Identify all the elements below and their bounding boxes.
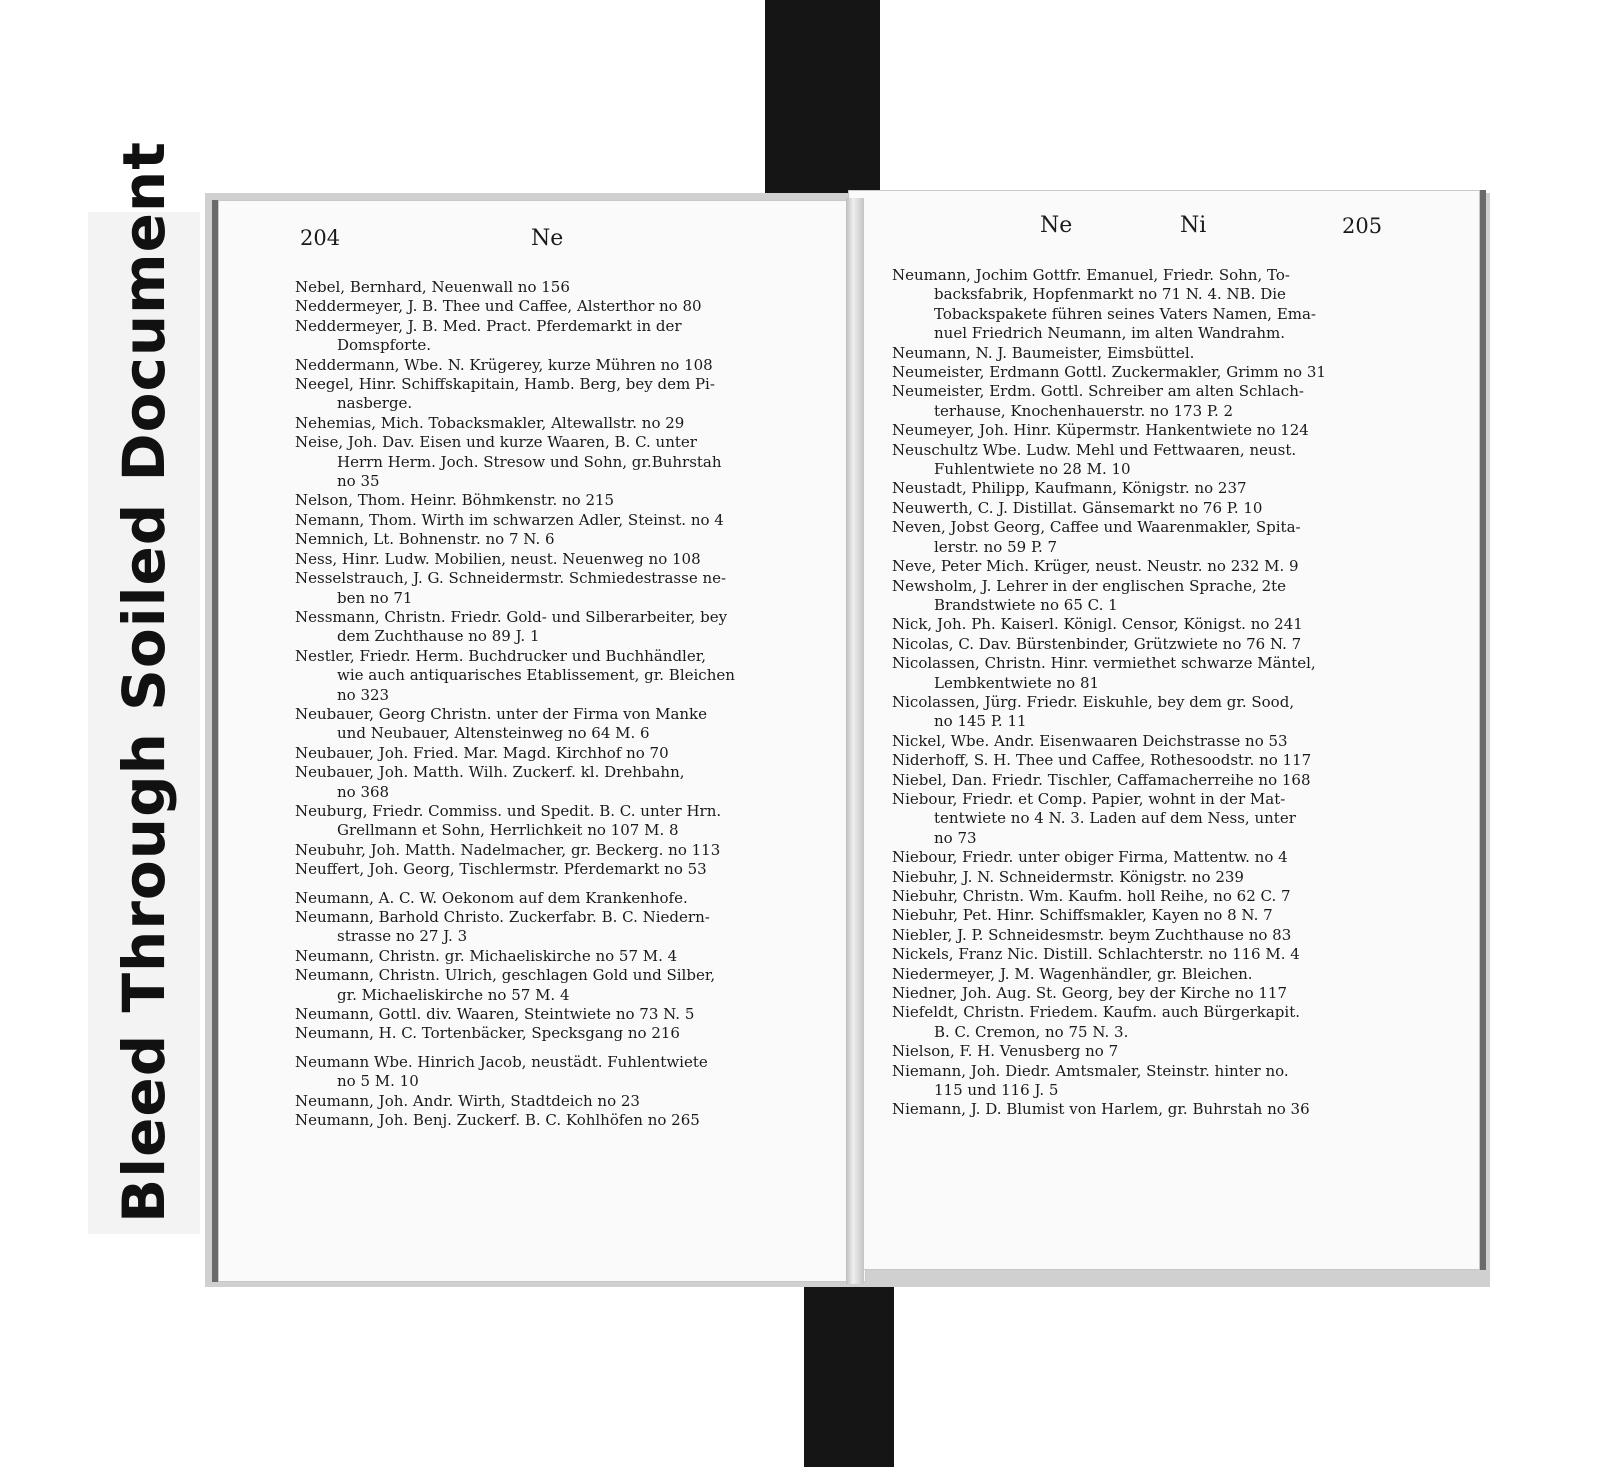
entry-text: Niemann, J. D. Blumist von Harlem, gr. Buhrstah no 36 [892, 1100, 1310, 1119]
entry-text: Neise, Joh. Dav. Eisen und kurze Waaren, B. C. unter [295, 433, 697, 452]
entry-text: Neubauer, Joh. Matth. Wilh. Zuckerf. kl. Drehbahn, [295, 763, 685, 782]
directory-entry [892, 732, 1392, 751]
directory-entry [295, 433, 795, 491]
entry-text: Nickel, Wbe. Andr. Eisenwaaren Deichstrasse no 53 [892, 731, 1288, 750]
entry-text: Nelson, Thom. Heinr. Böhmkenstr. no 215 [295, 491, 615, 510]
entry-continuation: Herrn Herm. Joch. Stresow und Sohn, gr.Buhrstah [337, 452, 722, 471]
directory-entry [295, 297, 795, 316]
entry-continuation: und Neubauer, Altensteinweg no 64 M. 6 [337, 724, 650, 743]
entry-text: Niebuhr, Pet. Hinr. Schiffsmakler, Kayen no 8 N. 7 [892, 906, 1273, 925]
entry-continuation: backsfabrik, Hopfenmarkt no 71 N. 4. NB. Die [934, 285, 1286, 304]
entry-continuation: lerstr. no 59 P. 7 [934, 537, 1058, 556]
directory-entry [295, 1005, 795, 1024]
entry-text: Neuschultz Wbe. Ludw. Mehl und Fettwaaren, neust. [892, 440, 1297, 459]
entry-text: Nemann, Thom. Wirth im schwarzen Adler, Steinst. no 4 [295, 510, 724, 529]
entry-continuation: Grellmann et Sohn, Herrlichkeit no 107 M. 8 [337, 821, 679, 840]
entry-text: Neustadt, Philipp, Kaufmann, Königstr. no 237 [892, 479, 1247, 498]
entry-text: Nicolas, C. Dav. Bürstenbinder, Grützwiete no 76 N. 7 [892, 634, 1302, 653]
directory-entry [295, 647, 795, 705]
entry-text: Neddermeyer, J. B. Med. Pract. Pferdemarkt in der [295, 316, 682, 335]
directory-entry [295, 608, 795, 647]
entry-text: Niebuhr, J. N. Schneidermstr. Königstr. no 239 [892, 867, 1244, 886]
entry-text: Nicolassen, Christn. Hinr. vermiethet schwarze Mäntel, [892, 654, 1316, 673]
entry-continuation: gr. Michaeliskirche no 57 M. 4 [337, 985, 570, 1004]
entry-text: Niderhoff, S. H. Thee und Caffee, Rothesoodstr. no 117 [892, 751, 1312, 770]
right-page-header-left: Ne [1040, 213, 1073, 238]
entry-text: Neven, Jobst Georg, Caffee und Waarenmakler, Spita- [892, 518, 1301, 537]
right-page-header-right: Ni [1180, 213, 1207, 238]
entry-text: Niebour, Friedr. unter obiger Firma, Mattentw. no 4 [892, 848, 1288, 867]
directory-entry [892, 1062, 1392, 1101]
entry-continuation: ben no 71 [337, 588, 413, 607]
directory-entry [295, 705, 795, 744]
directory-entry [295, 317, 795, 356]
left-page-number: 204 [300, 226, 341, 250]
directory-entry [295, 908, 795, 947]
directory-entry [295, 1111, 795, 1130]
entry-text: Neumann, Gottl. div. Waaren, Steintwiete no 73 N. 5 [295, 1005, 695, 1024]
directory-entry [295, 1053, 795, 1092]
directory-entry [892, 965, 1392, 984]
directory-entry [892, 984, 1392, 1003]
entry-text: Neumann, Joh. Benj. Zuckerf. B. C. Kohlhöfen no 265 [295, 1111, 700, 1130]
entry-continuation: nasberge. [337, 394, 413, 413]
directory-entry [892, 1042, 1392, 1061]
directory-entry [892, 421, 1392, 440]
entry-text: Newsholm, J. Lehrer in der englischen Sprache, 2te [892, 576, 1287, 595]
entry-continuation: no 73 [934, 828, 977, 847]
directory-entry [295, 1024, 795, 1043]
entry-text: Nehemias, Mich. Tobacksmakler, Altewallstr. no 29 [295, 413, 685, 432]
entry-text: Neuffert, Joh. Georg, Tischlermstr. Pferdemarkt no 53 [295, 860, 707, 879]
directory-entry [892, 1100, 1392, 1119]
entry-text: Neumann, Christn. gr. Michaeliskirche no 57 M. 4 [295, 946, 678, 965]
directory-entry [295, 966, 795, 1005]
directory-entry [892, 344, 1392, 363]
entry-continuation: no 368 [337, 782, 390, 801]
book-spine-bottom [804, 1272, 894, 1467]
entry-text: Niebour, Friedr. et Comp. Papier, wohnt in der Mat- [892, 789, 1286, 808]
entry-text: Niebel, Dan. Friedr. Tischler, Caffamacherreihe no 168 [892, 770, 1311, 789]
entry-text: Neubauer, Georg Christn. unter der Firma von Manke [295, 704, 708, 723]
directory-entry [892, 848, 1392, 867]
side-label [88, 141, 200, 1234]
entry-text: Neumann, N. J. Baumeister, Eimsbüttel. [892, 343, 1195, 362]
entry-continuation: no 323 [337, 685, 390, 704]
entry-continuation: Fuhlentwiete no 28 M. 10 [934, 460, 1131, 479]
entry-text: Neddermann, Wbe. N. Krügerey, kurze Mühren no 108 [295, 355, 713, 374]
directory-entry [892, 382, 1392, 421]
entry-continuation: strasse no 27 J. 3 [337, 927, 468, 946]
entry-text: Nesselstrauch, J. G. Schneidermstr. Schmiedestrasse ne- [295, 569, 727, 588]
entry-text: Neuwerth, C. J. Distillat. Gänsemarkt no 76 P. 10 [892, 498, 1263, 517]
entry-continuation: Tobackspakete führen seines Vaters Namen, Ema- [934, 304, 1317, 323]
entry-continuation: dem Zuchthause no 89 J. 1 [337, 627, 540, 646]
directory-entry [295, 889, 795, 908]
entry-text: Neumann, Jochim Gottfr. Emanuel, Friedr. Sohn, To- [892, 266, 1290, 284]
entry-text: Niefeldt, Christn. Friedem. Kaufm. auch Bürgerkapit. [892, 1003, 1300, 1022]
directory-entry [892, 557, 1392, 576]
directory-entry [295, 511, 795, 530]
entry-text: Neubuhr, Joh. Matth. Nadelmacher, gr. Beckerg. no 113 [295, 840, 721, 859]
directory-entry [892, 654, 1392, 693]
entry-text: Niedner, Joh. Aug. St. Georg, bey der Kirche no 117 [892, 984, 1288, 1003]
directory-entry [892, 266, 1392, 344]
directory-entry [295, 744, 795, 763]
entry-text: Neumann, Christn. Ulrich, geschlagen Gold und Silber, [295, 966, 716, 985]
directory-entry [295, 550, 795, 569]
entry-continuation: terhause, Knochenhauerstr. no 173 P. 2 [934, 401, 1234, 420]
book-gutter [846, 198, 864, 1284]
directory-entry [892, 1003, 1392, 1042]
entry-text: Neubauer, Joh. Fried. Mar. Magd. Kirchhof no 70 [295, 743, 669, 762]
directory-entry [295, 947, 795, 966]
directory-entry [295, 491, 795, 510]
directory-entry [295, 763, 795, 802]
entry-text: Nebel, Bernhard, Neuenwall no 156 [295, 278, 570, 296]
directory-entry [892, 906, 1392, 925]
directory-entry [892, 751, 1392, 770]
directory-entry [295, 530, 795, 549]
entry-continuation: tentwiete no 4 N. 3. Laden auf dem Ness, unter [934, 809, 1296, 828]
entry-text: Neumann, A. C. W. Oekonom auf dem Krankenhofe. [295, 888, 688, 907]
entry-text: Niedermeyer, J. M. Wagenhändler, gr. Bleichen. [892, 964, 1253, 983]
entry-text: Nestler, Friedr. Herm. Buchdrucker und Buchhändler, [295, 646, 707, 665]
directory-entry [892, 518, 1392, 557]
directory-entry [892, 635, 1392, 654]
entry-continuation: Brandstwiete no 65 C. 1 [934, 595, 1118, 614]
directory-entry [892, 441, 1392, 480]
directory-entry [892, 363, 1392, 382]
directory-entry [892, 479, 1392, 498]
entry-text: Nessmann, Christn. Friedr. Gold- und Silberarbeiter, bey [295, 607, 728, 626]
entry-continuation: B. C. Cremon, no 75 N. 3. [934, 1022, 1129, 1041]
right-entry-list [892, 266, 1392, 1120]
directory-entry [295, 1092, 795, 1111]
entry-text: Neumann, Joh. Andr. Wirth, Stadtdeich no 23 [295, 1091, 640, 1110]
entry-text: Nemnich, Lt. Bohnenstr. no 7 N. 6 [295, 530, 555, 549]
left-entry-list [295, 278, 795, 1130]
book-spine-top [765, 0, 880, 200]
directory-entry [892, 945, 1392, 964]
entry-text: Neve, Peter Mich. Krüger, neust. Neustr. no 232 M. 9 [892, 557, 1299, 576]
entry-text: Neddermeyer, J. B. Thee und Caffee, Alsterthor no 80 [295, 297, 702, 316]
directory-entry [892, 577, 1392, 616]
entry-text: Niebler, J. P. Schneidesmstr. beym Zuchthause no 83 [892, 925, 1292, 944]
entry-text: Nickels, Franz Nic. Distill. Schlachterstr. no 116 M. 4 [892, 945, 1300, 964]
directory-entry [892, 790, 1392, 848]
entry-text: Nielson, F. H. Venusberg no 7 [892, 1042, 1119, 1061]
entry-text: Nick, Joh. Ph. Kaiserl. Königl. Censor, Königst. no 241 [892, 615, 1303, 634]
directory-entry [892, 615, 1392, 634]
directory-entry [295, 375, 795, 414]
entry-continuation: no 5 M. 10 [337, 1072, 419, 1091]
entry-continuation: 115 und 116 J. 5 [934, 1081, 1059, 1100]
entry-text: Neuburg, Friedr. Commiss. und Spedit. B. C. unter Hrn. [295, 801, 722, 820]
entry-continuation: Domspforte. [337, 336, 432, 355]
entry-text: Nicolassen, Jürg. Friedr. Eiskuhle, bey dem gr. Sood, [892, 692, 1295, 711]
entry-text: Neumeister, Erdmann Gottl. Zuckermakler, Grimm no 31 [892, 363, 1326, 382]
directory-entry [892, 771, 1392, 790]
entry-text: Neumeyer, Joh. Hinr. Küpermstr. Hankentwiete no 124 [892, 421, 1309, 440]
entry-text: Niebuhr, Christn. Wm. Kaufm. holl Reihe, no 62 C. 7 [892, 887, 1291, 905]
directory-entry [892, 926, 1392, 945]
directory-entry [892, 693, 1392, 732]
entry-text: Neumann Wbe. Hinrich Jacob, neustädt. Fuhlentwiete [295, 1052, 708, 1071]
entry-continuation: no 35 [337, 472, 380, 491]
right-page-number: 205 [1342, 214, 1383, 238]
directory-entry [295, 569, 795, 608]
entry-continuation: wie auch antiquarisches Etablissement, gr. Bleichen [337, 666, 735, 685]
entry-continuation: nuel Friedrich Neumann, im alten Wandrahm. [934, 324, 1286, 343]
directory-entry [295, 356, 795, 375]
left-page-header: Ne [531, 226, 564, 251]
directory-entry [295, 278, 795, 297]
entry-text: Ness, Hinr. Ludw. Mobilien, neust. Neuenweg no 108 [295, 549, 701, 568]
entry-text: Neumann, Barhold Christo. Zuckerfabr. B. C. Niedern- [295, 908, 710, 926]
side-label-text: Bleed Through Soiled Document [110, 141, 178, 1223]
entry-text: Neumeister, Erdm. Gottl. Schreiber am alten Schlach- [892, 382, 1304, 401]
directory-entry [295, 414, 795, 433]
directory-entry [892, 499, 1392, 518]
directory-entry [295, 860, 795, 879]
entry-continuation: Lembkentwiete no 81 [934, 673, 1100, 692]
entry-text: Niemann, Joh. Diedr. Amtsmaler, Steinstr. hinter no. [892, 1061, 1289, 1080]
directory-entry [892, 887, 1392, 906]
entry-continuation: no 145 P. 11 [934, 712, 1027, 731]
directory-entry [892, 868, 1392, 887]
directory-entry [295, 841, 795, 860]
entry-text: Neumann, H. C. Tortenbäcker, Specksgang no 216 [295, 1024, 680, 1043]
entry-text: Neegel, Hinr. Schiffskapitain, Hamb. Berg, bey dem Pi- [295, 375, 715, 394]
directory-entry [295, 802, 795, 841]
